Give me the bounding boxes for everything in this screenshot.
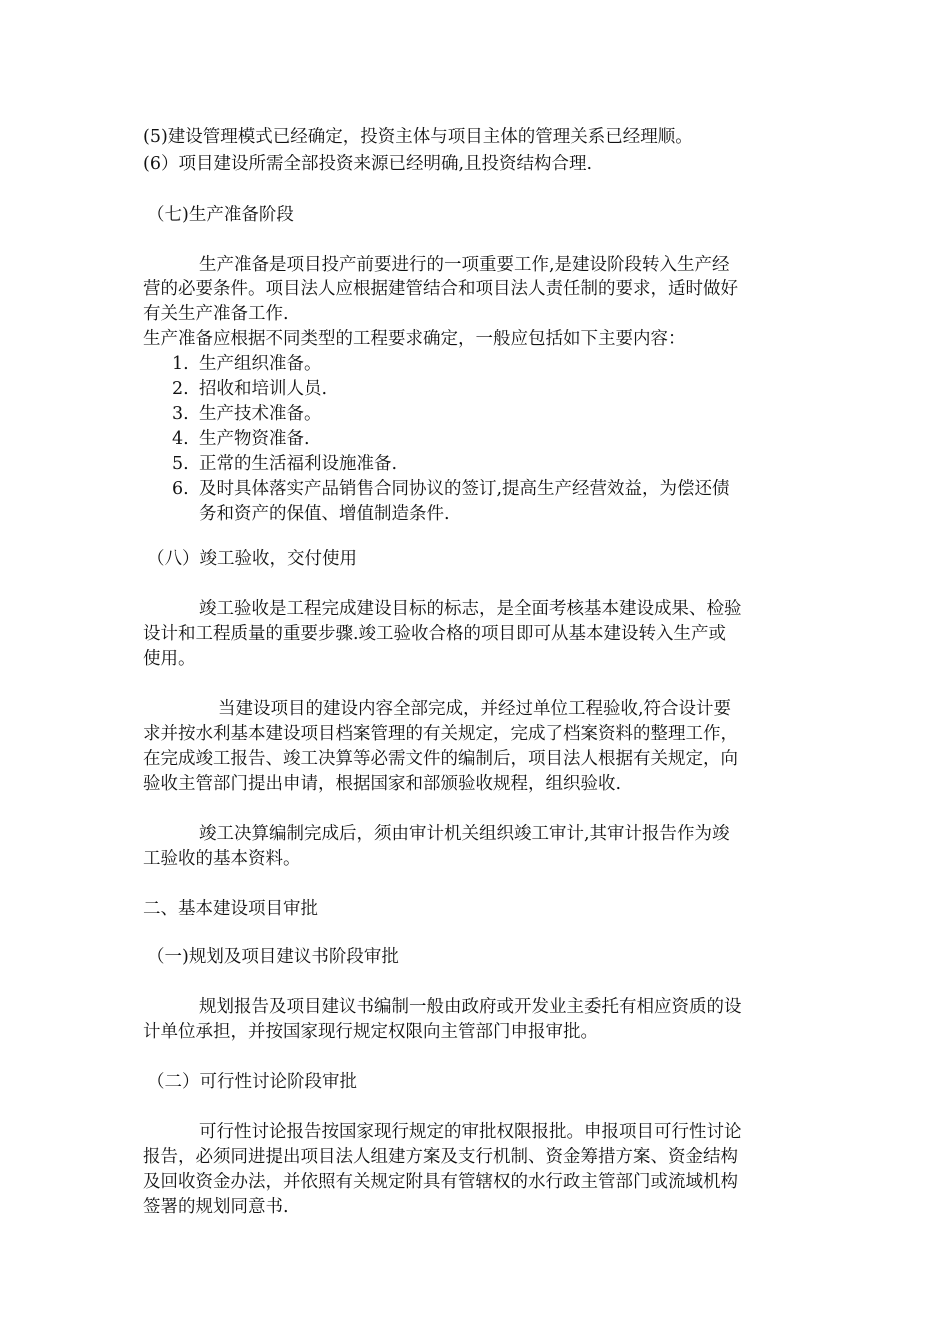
paragraph-line: (6）项目建设所需全部投资来源已经明确,且投资结构合理. <box>143 154 593 174</box>
paragraph-line: 竣工验收是工程完成建设目标的标志，是全面考核基本建设成果、检验 <box>199 599 742 619</box>
section-heading: （一)规划及项目建议书阶段审批 <box>147 947 399 967</box>
paragraph-line: 规划报告及项目建议书编制一般由政府或开发业主委托有相应资质的设 <box>199 997 742 1017</box>
paragraph-line: 有关生产准备工作. <box>143 304 289 324</box>
list-item-number: 2. <box>172 379 189 399</box>
paragraph-line: 营的必要条件。项目法人应根据建管结合和项目法人责任制的要求，适时做好 <box>143 279 738 299</box>
chapter-heading: 二、基本建设项目审批 <box>143 899 318 919</box>
paragraph-line: 求并按水利基本建设项目档案管理的有关规定，完成了档案资料的整理工作， <box>143 724 738 744</box>
paragraph-line: 当建设项目的建设内容全部完成，并经过单位工程验收,符合设计要 <box>218 699 732 719</box>
paragraph-line: 验收主管部门提出申请，根据国家和部颁验收规程，组织验收. <box>143 774 622 794</box>
paragraph-line: 签署的规划同意书. <box>143 1197 289 1217</box>
section-heading: （八）竣工验收，交付使用 <box>147 549 357 569</box>
paragraph-line: (5)建设管理模式已经确定，投资主体与项目主体的管理关系已经理顺。 <box>143 127 693 147</box>
list-item: 生产组织准备。 <box>199 354 322 374</box>
paragraph-line: 生产准备应根据不同类型的工程要求确定，一般应包括如下主要内容： <box>143 329 686 349</box>
list-item: 招收和培训人员. <box>199 379 328 399</box>
paragraph-line: 竣工决算编制完成后，须由审计机关组织竣工审计,其审计报告作为竣 <box>199 824 730 844</box>
paragraph-line: 报告，必须同进提出项目法人组建方案及支行机制、资金筹措方案、资金结构 <box>143 1147 738 1167</box>
section-heading: （二）可行性讨论阶段审批 <box>147 1072 357 1092</box>
paragraph-line: 生产准备是项目投产前要进行的一项重要工作,是建设阶段转入生产经 <box>199 255 730 275</box>
paragraph-line: 工验收的基本资料。 <box>143 849 301 869</box>
list-item: 及时具体落实产品销售合同协议的签订,提高生产经营效益，为偿还债 <box>199 479 730 499</box>
paragraph-line: 计单位承担，并按国家现行规定权限向主管部门申报审批。 <box>143 1022 598 1042</box>
paragraph-line: 及回收资金办法，并依照有关规定附具有管辖权的水行政主管部门或流域机构 <box>143 1172 738 1192</box>
list-item-number: 1. <box>172 354 189 374</box>
list-item: 正常的生活福利设施准备. <box>199 454 398 474</box>
list-item: 生产物资准备. <box>199 429 310 449</box>
list-item: 生产技术准备。 <box>199 404 322 424</box>
paragraph-line: 使用。 <box>143 649 196 669</box>
list-item-number: 3. <box>172 404 189 424</box>
list-item-number: 6. <box>172 479 189 499</box>
list-item-number: 4. <box>172 429 189 449</box>
section-heading: （七)生产准备阶段 <box>147 205 294 225</box>
list-item-continuation: 务和资产的保值、增值制造条件. <box>199 504 450 524</box>
paragraph-line: 可行性讨论报告按国家现行规定的审批权限报批。申报项目可行性讨论 <box>199 1122 742 1142</box>
paragraph-line: 在完成竣工报告、竣工决算等必需文件的编制后，项目法人根据有关规定，向 <box>143 749 738 769</box>
list-item-number: 5. <box>172 454 189 474</box>
paragraph-line: 设计和工程质量的重要步骤.竣工验收合格的项目即可从基本建设转入生产或 <box>143 624 727 644</box>
